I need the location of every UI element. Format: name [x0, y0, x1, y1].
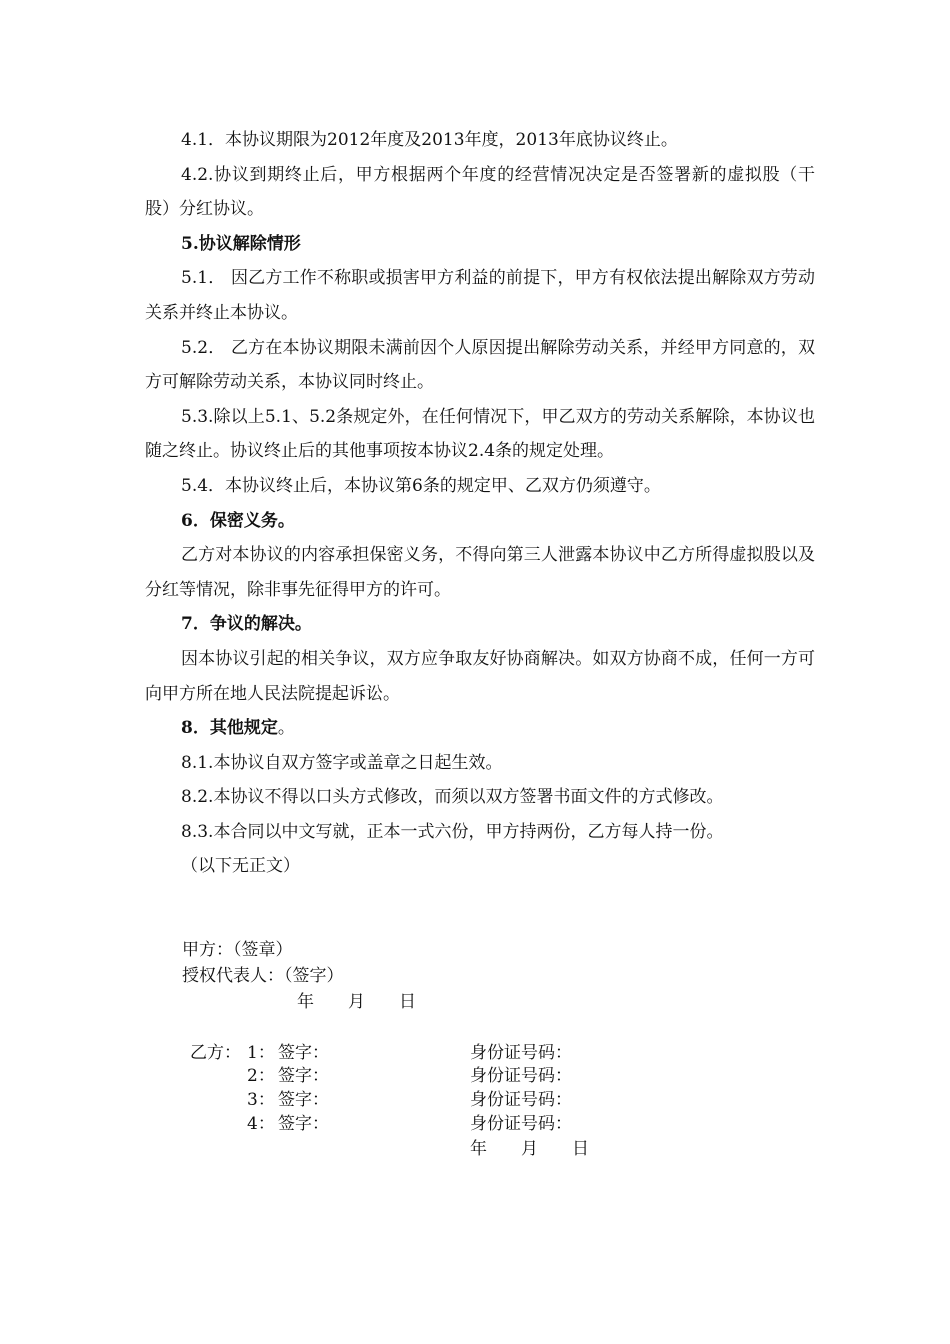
clause-8-2: 8.2.本协议不得以口头方式修改，而须以双方签署书面文件的方式修改。	[181, 787, 724, 808]
clause-4-2: 4.2.协议到期终止后，甲方根据两个年度的经营情况决定是否签署新的虚拟股（干股）分红协议。	[145, 164, 815, 220]
clause-8-1: 8.1.本协议自双方签字或盖章之日起生效。	[181, 752, 503, 773]
party-b-row-2-sign: 签字：	[278, 1066, 329, 1086]
end-note: （以下无正文）	[181, 856, 300, 877]
heading-7: 7．争议的解决。	[181, 614, 312, 635]
party-b-row-4-sign: 签字：	[278, 1114, 329, 1134]
party-b-row-4-id: 身份证号码：	[470, 1114, 572, 1134]
heading-6: 6．保密义务。	[181, 510, 295, 531]
party-b-row-2-id: 身份证号码：	[470, 1066, 572, 1086]
clause-5-1: 5.1． 因乙方工作不称职或损害甲方利益的前提下，甲方有权依法提出解除双方劳动关系并终止本协议。	[145, 268, 815, 323]
party-b-row-3-sign: 签字：	[278, 1090, 329, 1110]
party-b-row-3-num: 3：	[247, 1090, 275, 1110]
authorized-rep-sign: 授权代表人：（签字）	[182, 966, 344, 986]
clause-7: 因本协议引起的相关争议，双方应争取友好协商解决。如双方协商不成，任何一方可向甲方所在地人民法院提起诉讼。	[145, 648, 815, 704]
party-b-row-2-num: 2：	[247, 1066, 275, 1086]
heading-5: 5.协议解除情形	[181, 233, 301, 254]
clause-5-3: 5.3.除以上5.1、5.2条规定外，在任何情况下，甲乙双方的劳动关系解除，本协议也随之终止。协议终止后的其他事项按本协议2.4条的规定处理。	[145, 406, 815, 462]
heading-8-tail: 。	[277, 718, 295, 739]
party-b-date: 年 月 日	[470, 1139, 589, 1159]
clause-8-3: 8.3.本合同以中文写就，正本一式六份，甲方持两份，乙方每人持一份。	[181, 821, 724, 842]
clause-5-2: 5.2． 乙方在本协议期限未满前因个人原因提出解除劳动关系，并经甲方同意的，双方可解除劳动关系，本协议同时终止。	[145, 337, 815, 393]
party-b-row-3-id: 身份证号码：	[470, 1090, 572, 1110]
clause-4-1: 4.1．本协议期限为2012年度及2013年度，2013年底协议终止。	[181, 130, 678, 150]
party-b-row-4-num: 4：	[247, 1114, 275, 1134]
party-b-row-1-id: 身份证号码：	[470, 1043, 572, 1063]
clause-5-4: 5.4．本协议终止后，本协议第6条的规定甲、乙双方仍须遵守。	[181, 475, 661, 496]
party-b-label: 乙方：	[190, 1043, 241, 1063]
clause-6: 乙方对本协议的内容承担保密义务，不得向第三人泄露本协议中乙方所得虚拟股以及分红等情况，除非事先征得甲方的许可。	[145, 545, 815, 600]
heading-8-text: 8．其他规定	[181, 718, 278, 739]
party-b-row-1-sign: 签字：	[278, 1043, 329, 1063]
party-a-seal: 甲方：（签章）	[182, 940, 293, 960]
party-b-row-1-num: 1：	[247, 1043, 275, 1063]
contract-body	[145, 123, 815, 884]
heading-8	[145, 711, 815, 746]
party-a-date: 年 月 日	[297, 992, 416, 1012]
